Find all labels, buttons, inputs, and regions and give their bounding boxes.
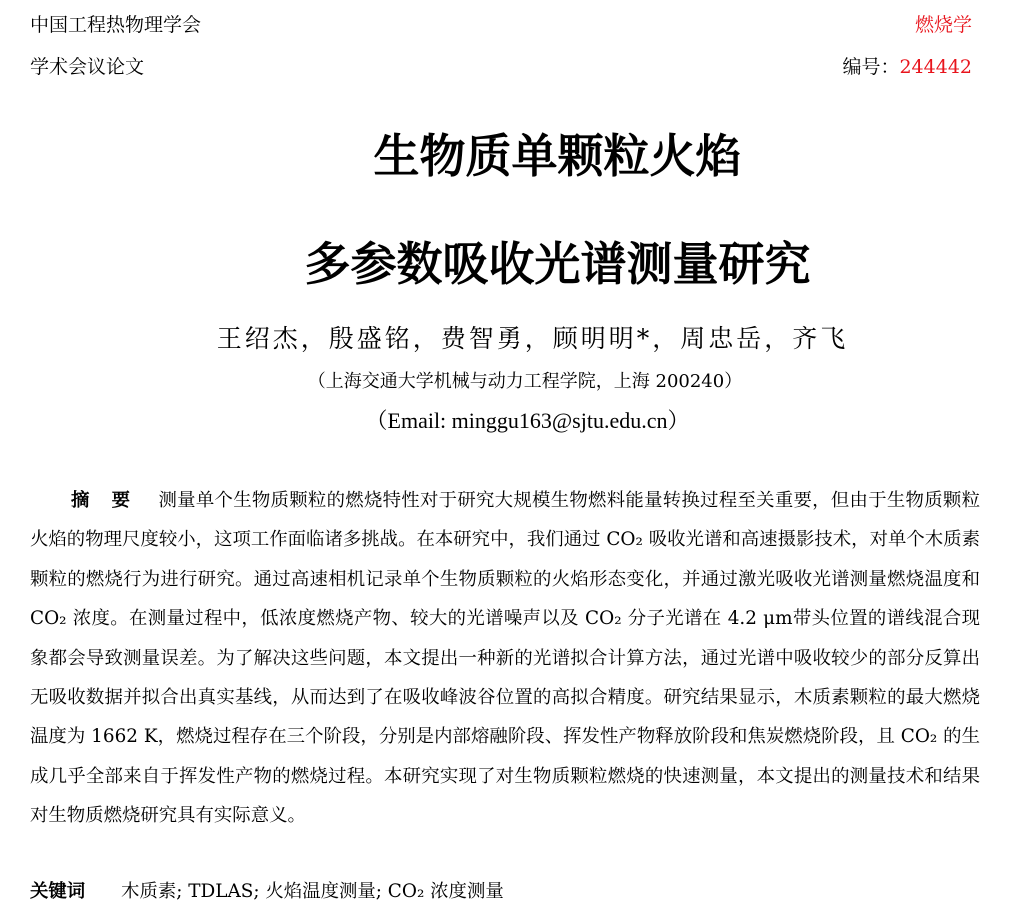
contact-email: （Email: minggu163@sjtu.edu.cn）	[365, 408, 690, 433]
category-label: 燃烧学	[914, 14, 972, 36]
title-line-1: 生物质单颗粒火焰	[373, 129, 742, 183]
affiliation: （上海交通大学机械与动力工程学院，上海 200240）	[307, 371, 743, 392]
paper-type: 学术会议论文	[30, 56, 145, 78]
paper-number-value: 244442	[899, 56, 972, 78]
abstract-text: 测量单个生物质颗粒的燃烧特性对于研究大规模生物燃料能量转换过程至关重要，但由于生物质颗粒火焰的物理尺度较小，这项工作面临诸多挑战。在本研究中，我们通过 CO₂ 吸收光谱和高速摄影技术，对单个木质素颗粒的燃烧行为进行研究。通过高速相机记录单个生物质颗粒的火焰形态变化，并通过激光吸收光谱测量燃烧温度和 CO₂ 浓度。在测量过程中，低浓度燃烧产物、较大的光谱噪声以及 CO₂ 分子光谱在 4.2 μm带头位置的谱线混合现象都会导致测量误差。为了解决这些问题，本文提出一种新的光谱拟合计算方法，通过光谱中吸收较少的部分反算出无吸收数据并拟合出真实基线，从而达到了在吸收峰波谷位置的高拟合精度。研究结果显示，木质素颗粒的最大燃烧温度为 1662 K，燃烧过程存在三个阶段，分别是内部熔融阶段、挥发性产物释放阶段和焦炭燃烧阶段，且 CO₂ 的生成几乎全部来自于挥发性产物的燃烧过程。本研究实现了对生物质颗粒燃烧的快速测量，本文提出的测量技术和结果对生物质燃烧研究具有实际意义。	[30, 490, 980, 827]
abstract	[30, 481, 980, 836]
keywords	[30, 877, 504, 907]
keywords-label: 关键词	[30, 881, 86, 902]
author-list: 王绍杰，殷盛铭，费智勇，顾明明*，周忠岳，齐飞	[216, 324, 849, 353]
abstract-label: 摘要	[71, 490, 153, 511]
paper-number	[842, 55, 972, 79]
title-line-2: 多参数吸收光谱测量研究	[304, 237, 811, 291]
paper-number-label: 编号：	[842, 56, 900, 78]
keywords-text: 木质素; TDLAS; 火焰温度测量; CO₂ 浓度测量	[121, 881, 504, 902]
society-name: 中国工程热物理学会	[30, 14, 202, 36]
